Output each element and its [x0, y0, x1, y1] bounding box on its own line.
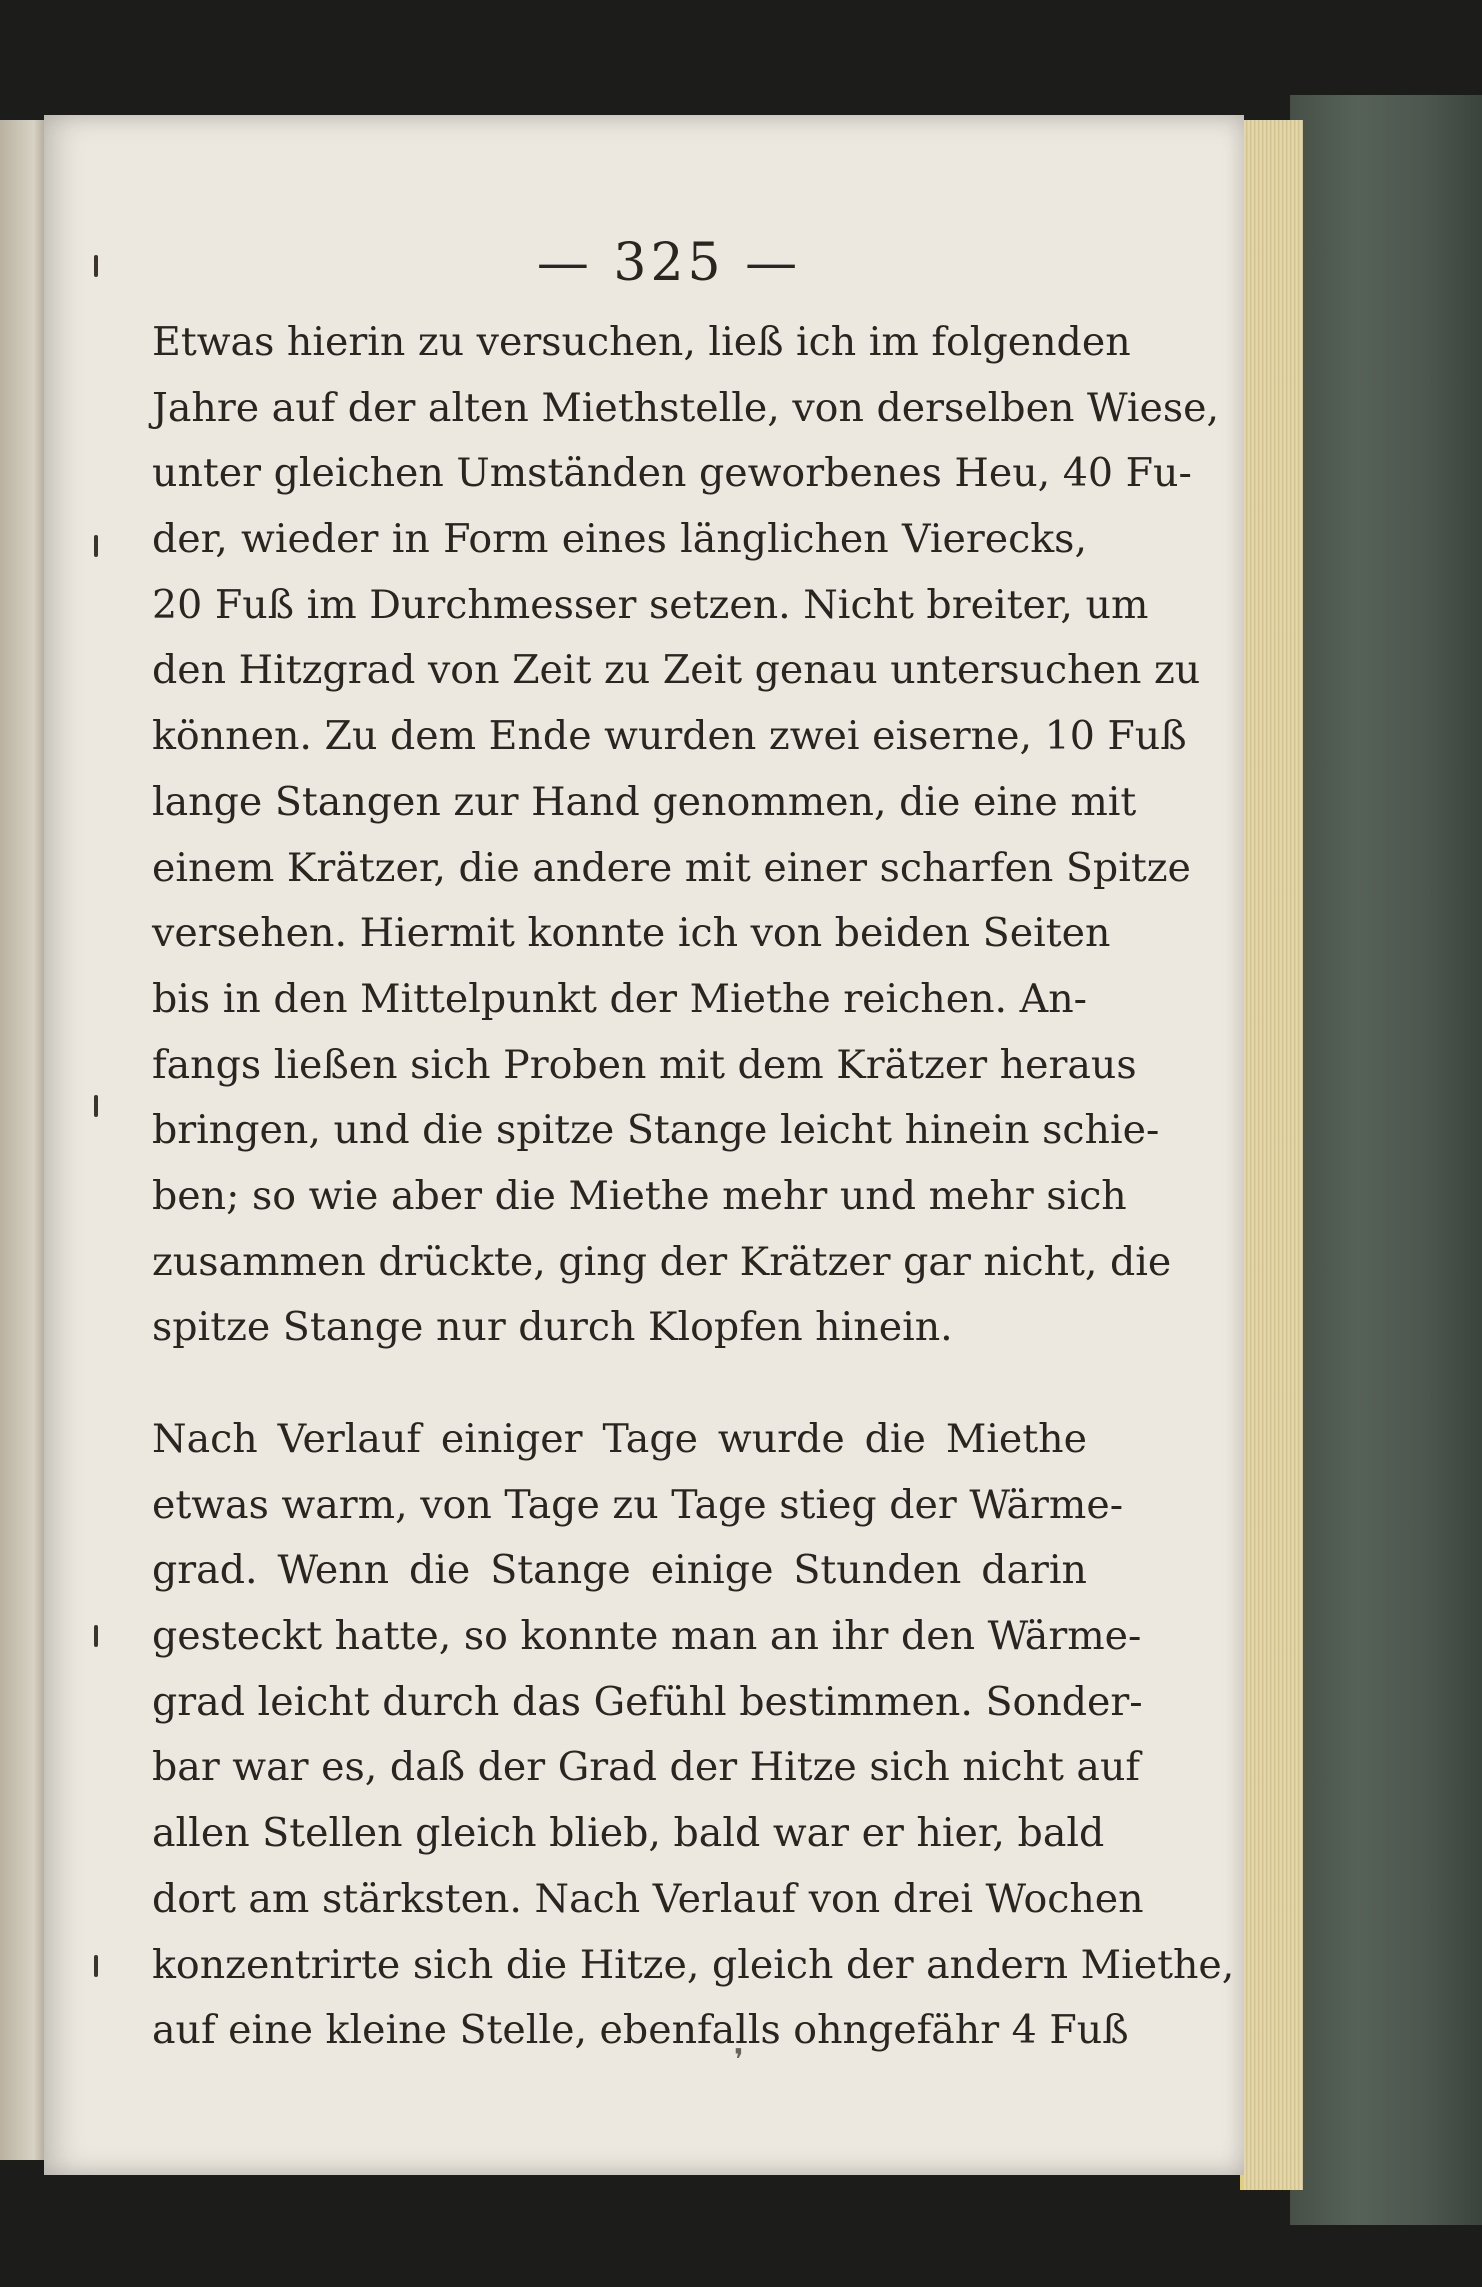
facing-page-edge: [0, 120, 48, 2160]
text-line: bis in den Mittelpunkt der Miethe reichen. An-: [152, 975, 1087, 1022]
text-line: Nach Verlauf einiger Tage wurde die Miethe: [152, 1416, 1087, 1462]
text-line: spitze Stange nur durch Klopfen hinein.: [152, 1304, 953, 1351]
gutter-mark: [94, 1095, 98, 1117]
gutter-mark: [94, 255, 98, 277]
text-line: allen Stellen gleich blieb, bald war er hier, bald: [152, 1810, 1105, 1857]
text-line: ben; so wie aber die Miethe mehr und mehr sich: [152, 1172, 1127, 1219]
text-line: konzentrirte sich die Hitze, gleich der andern Miethe,: [152, 1941, 1235, 1988]
text-line: den Hitzgrad von Zeit zu Zeit genau untersuchen zu: [152, 647, 1201, 694]
gutter-mark: [94, 1625, 98, 1647]
gutter-mark: [94, 535, 98, 557]
text-line: Etwas hierin zu versuchen, ließ ich im folgenden: [152, 319, 1131, 365]
ink-speck: ❜: [734, 2043, 744, 2078]
text-line: bringen, und die spitze Stange leicht hinein schie-: [152, 1107, 1160, 1154]
book-cover-board: [1290, 95, 1482, 2225]
text-line: bar war es, daß der Grad der Hitze sich nicht auf: [152, 1744, 1141, 1791]
text-line: gesteckt hatte, so konnte man an ihr den Wärme-: [152, 1613, 1142, 1660]
text-line: grad leicht durch das Gefühl bestimmen. Sonder-: [152, 1678, 1143, 1725]
text-line: 20 Fuß im Durchmesser setzen. Nicht breiter, um: [152, 581, 1149, 628]
text-line: unter gleichen Umständen geworbenes Heu, 40 Fu-: [152, 450, 1192, 497]
text-line: zusammen drückte, ging der Krätzer gar nicht, die: [152, 1238, 1172, 1285]
text-line: grad. Wenn die Stange einige Stunden darin: [152, 1547, 1087, 1594]
gutter-mark: [94, 1955, 98, 1977]
paragraph: [152, 310, 1220, 1361]
text-line: etwas warm, von Tage zu Tage stieg der Wärme-: [152, 1481, 1124, 1528]
book-page: [44, 115, 1244, 2175]
text-line: auf eine kleine Stelle, ebenfalls ohngefähr 4 Fuß: [152, 2007, 1129, 2054]
text-line: einem Krätzer, die andere mit einer scharfen Spitze: [152, 844, 1191, 891]
page-fore-edge: [1240, 120, 1303, 2190]
text-line: können. Zu dem Ende wurden zwei eiserne, 10 Fuß: [152, 713, 1187, 760]
paragraph: [152, 1407, 1235, 2064]
text-line: Jahre auf der alten Miethstelle, von derselben Wiese,: [152, 384, 1220, 431]
text-line: der, wieder in Form eines länglichen Vierecks,: [152, 516, 1087, 563]
text-line: dort am stärksten. Nach Verlauf von drei Wochen: [152, 1875, 1144, 1922]
page-text: [152, 310, 1235, 2064]
page-number-header: — 325 —: [536, 233, 802, 293]
paragraph-gap: [152, 1361, 1087, 1407]
text-line: versehen. Hiermit konnte ich von beiden Seiten: [152, 910, 1111, 957]
text-line: fangs ließen sich Proben mit dem Krätzer heraus: [152, 1041, 1137, 1088]
text-line: lange Stangen zur Hand genommen, die eine mit: [152, 778, 1137, 825]
